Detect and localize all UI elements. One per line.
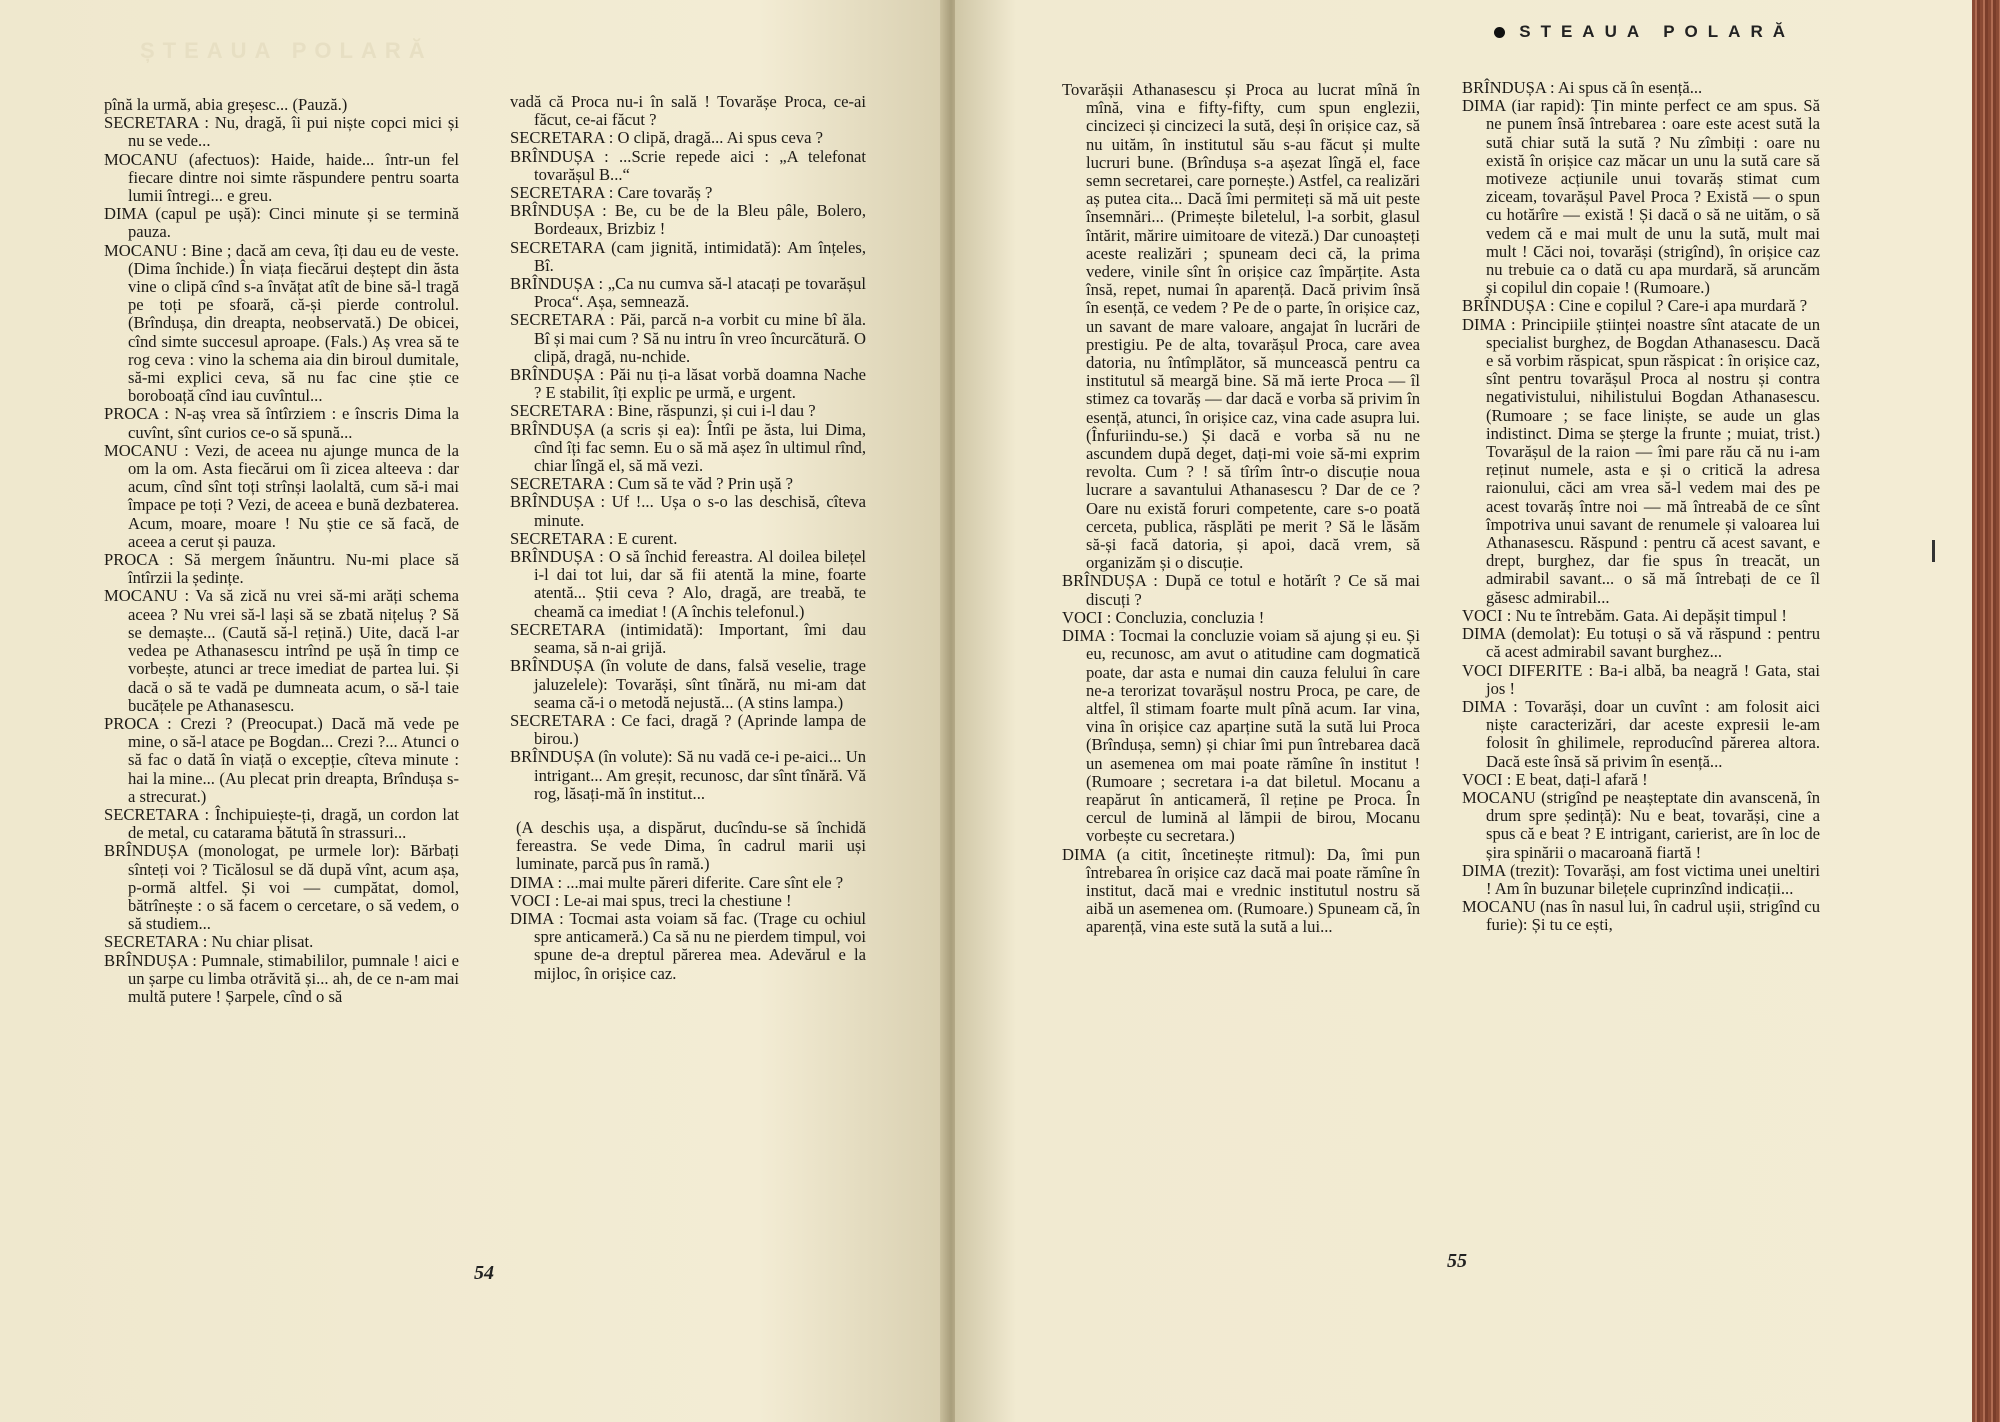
text-paragraph: SECRETARA : Ce faci, dragă ? (Aprinde lampa de birou.) — [510, 710, 866, 749]
text-paragraph: DIMA (a citit, încetinește ritmul): Da, îmi pun întrebarea în orișice caz dacă mai poate rămîne în institut, dacă mai e vrednic institutul nostru să aibă un asemenea om. (Rumoare.) Spuneam că, în aparență, vina este sută la sută a lui... — [1062, 844, 1420, 937]
text-paragraph: DIMA : Tocmai la concluzie voiam să ajung și eu. Și eu, recunosc, am avut o atitudine cam dogmatică poate, dar asta e numai din cauza felului în care ne-a terorizat tovarășul nostru Proca, pe care, de altfel, îl stimam foarte mult pînă acum. Iar vina, vina în orișice caz aparține sută la sută lui Proca (Brîndușa, semn) și chiar îmi pun întrebarea dacă un asemenea om mai poate rămîne în institut ! (Rumoare ; secretara i-a dat biletul. Mocanu a reapărut în anticameră, îl reține pe Proca. În cercul de lumină al lămpii de birou, Mocanu vorbește cu secretara.) — [1062, 626, 1420, 846]
text-paragraph: BRÎNDUȘA : O să închid fereastra. Al doilea bilețel i-l dai tot lui, dar să fii atentă la mine, foarte atentă... Știi ceva ? Alo, dragă, are treabă, te cheamă ca imediat ! (A închis telefonul.) — [510, 547, 866, 621]
text-paragraph: PROCA : Crezi ? (Preocupat.) Dacă mă vede pe mine, o să-l atace pe Bogdan... Crezi ?... Atunci o să fac o dată în viață o excepție, cîteva minute : hai la mine... (Au plecat prin dreapta, Brîndușa s-a strecurat.) — [104, 713, 459, 806]
text-paragraph: BRÎNDUȘA : Uf !... Ușa o s-o las deschisă, cîteva minute. — [510, 492, 866, 530]
text-paragraph: MOCANU (nas în nasul lui, în cadrul ușii, strigînd cu furie): Și tu ce ești, — [1462, 897, 1820, 935]
text-paragraph: BRÎNDUȘA (în volute de dans, falsă veselie, trage jaluzelele): Tovarăși, sînt tînără, nu mi-am dat seama că-i o metodă nejustă... (A stins lampa.) — [510, 656, 866, 712]
text-paragraph: VOCI : Le-ai mai spus, treci la chestiune ! — [510, 890, 792, 910]
left-column-2 — [510, 93, 866, 983]
text-paragraph: VOCI : Nu te întrebăm. Gata. Ai depășit timpul ! — [1462, 605, 1787, 625]
text-paragraph: Tovarășii Athanasescu și Proca au lucrat mînă în mînă, vina e fifty-fifty, cum spun englezii, cincizeci și cincizeci la sută, deși în orișice caz, să nu uităm, în institutul său s-au făcut și multe lucruri bune. (Brîndușa s-a așezat lîngă el, face semn secretarei, care pornește.) Astfel, ca realizări aș putea cita... Dacă îmi permiteți să mă uit peste însemnări... (Primește biletelul, l-a sorbit, glasul întărit, mărire uimitoare de viteză.) Dar cunoașteți aceste realizări ; spuneam deci că, la prima vedere, vinile sînt în orișice caz împărțite. Asta însă, repet, numai în aparență. Dacă privim însă în esență, ce vedem ? Pe de o parte, în orișice caz, un savant de mare valoare, angajat în lucrări de prestigiu. Pe de alta, tovarășul Proca, care avea datoria, nu întîmplător, să muncească pentru ca institutul să meargă bine. Să mă ierte Proca — îl stimez ca tovarăș — dar dacă e vorba să privim în esență, atunci, în orișice caz, vina cade asupra lui. (Înfuriindu-se.) Și dacă e vorba să nu ne ascundem după deget, dați-mi voie să-mi exprim revolta. Cum ? ! să tîrîm într-o discuție noua lucrare a savantului Athanasescu ? Dar de ce ? Oare nu există foruri competente, care s-o poată cerceta, publica, răsplăti pe merit ? Să le lăsăm să-și facă datoria, și apoi, dacă vrem, să organizăm și o discuție. — [1062, 80, 1420, 573]
text-paragraph: DIMA (demolat): Eu totuși o să vă răspund : pentru că acest admirabil savant burghez... — [1462, 624, 1820, 662]
text-paragraph: PROCA : N-aș vrea să întîrziem : e înscris Dima la cuvînt, sînt curios ce-o să spună... — [104, 404, 459, 442]
page-mark — [1932, 540, 1935, 562]
text-paragraph: vadă că Proca nu-i în sală ! Tovarășe Proca, ce-ai făcut, ce-ai făcut ? — [510, 92, 866, 130]
text-paragraph: BRÎNDUȘA : ...Scrie repede aici : „A telefonat tovarășul B...“ — [510, 146, 866, 184]
text-paragraph: DIMA (iar rapid): Țin minte perfect ce am spus. Să ne punem însă întrebarea : oare este acest sută la sută chiar sută la sută ? Nu zîmbiți : oare nu există în orișice caz măcar un unu la sută care să motiveze acțiunile unui tovarăș stimat cum ziceam, tovarășul Pavel Proca ? Există — o spun cu hotărîre — există ! Și dacă o să ne uităm, o să vedem că e mai mult de unu la sută, mult mai mult ! Căci noi, tovarăși (strigînd), în orișice caz nu trebuie ca o dată cu apa murdară, să aruncăm și copilul din copaie ! (Rumoare.) — [1462, 96, 1820, 298]
right-column-1 — [1062, 81, 1420, 937]
text-paragraph: DIMA (trezit): Tovarăși, am fost victima unei uneltiri ! Am în buzunar bilețele cuprinzînd indicații... — [1462, 860, 1820, 898]
page-number-left: 54 — [474, 1262, 494, 1284]
text-paragraph: PROCA : Să mergem înăuntru. Nu-mi place să întîrzii la ședințe. — [104, 550, 459, 588]
text-paragraph: DIMA : Tovarăși, doar un cuvînt : am folosit aici niște caracterizări, dar aceste expresii le-am folosit în ghilimele, reproducînd părerea altora. Dacă este însă să privim în esență... — [1462, 696, 1820, 771]
left-page — [0, 0, 948, 1422]
text-paragraph: BRÎNDUȘA (în volute): Să nu vadă ce-i pe-aici... Un intrigant... Am greșit, recunosc, dar sînt tînără. Vă rog, lăsați-mă în institut... — [510, 747, 866, 803]
text-paragraph: BRÎNDUȘA : „Ca nu cumva să-l atacați pe tovarășul Proca“. Așa, semnează. — [510, 274, 866, 312]
text-paragraph: BRÎNDUȘA : După ce totul e hotărît ? Ce să mai discuți ? — [1062, 571, 1420, 609]
text-paragraph: BRÎNDUȘA : Pumnale, stimabililor, pumnale ! aici e un șarpe cu limba otrăvită și... ah, de ce n-am mai multă putere ! Șarpele, cînd o să — [104, 950, 459, 1006]
text-paragraph: pînă la urmă, abia greșesc... (Pauză.) — [104, 95, 348, 114]
text-paragraph: MOCANU (strigînd pe neașteptate din avanscenă, în drum spre ședință): Nu e beat, tovarăși, cine a spus că e beat ? E intrigant, carierist, are în loc de șira spinării o macaroană fiartă ! — [1462, 787, 1820, 862]
text-paragraph: SECRETARA : Nu chiar plisat. — [104, 932, 314, 952]
text-paragraph: MOCANU : Bine ; dacă am ceva, îți dau eu de veste. (Dima închide.) În viața fiecărui deștept din ăsta vine o clipă cînd s-a învățat atît de bine să-l tragă pe toți pe sfoară, că-și pierde controlul. (Brîndușa, din dreapta, neobservată.) De obicei, cînd simte succesul aproape. (Fals.) Aș vrea să te rog ceva : vino la schema aia din biroul dumitale, să-mi explici ceva, să nu fac cine știe ce boroboață cînd iau cuvîntul... — [104, 240, 459, 406]
text-paragraph: SECRETARA : O clipă, dragă... Ai spus ceva ? — [510, 128, 823, 148]
text-paragraph: MOCANU : Vezi, de aceea nu ajunge munca de la om la om. Asta fiecărui om îi zicea alteeva : dar acum, cînd sînt toți strînși laolaltă, cum să-i mai împace pe toți ? Vezi, de aceea e bună dezbaterea. Acum, moare, moare ! Nu știe ce să facă, de aceea a cerut și pauza. — [104, 440, 459, 551]
text-paragraph: BRÎNDUȘA : Ai spus că în esență... — [1462, 78, 1703, 97]
right-page — [955, 0, 1975, 1422]
text-paragraph: SECRETARA : Păi, parcă n-a vorbit cu mine bî ăla. Bî și mai cum ? Să nu intru în vreo încurcătură. O clipă, dragă, nu-nchide. — [510, 310, 866, 366]
page-edges — [1972, 0, 2000, 1422]
running-header — [1494, 22, 1795, 42]
text-paragraph: DIMA : ...mai multe păreri diferite. Care sînt ele ? — [510, 872, 844, 892]
bullet-icon — [1494, 27, 1505, 38]
text-paragraph: BRÎNDUȘA (monologat, pe urmele lor): Bărbați sînteți voi ? Ticălosul se dă după vînt, acum așa, p-ormă altfel. Și voi — cumpătat, domol, bătrînește : o să facem o cercetare, o să vedem, o să studiem... — [104, 841, 459, 934]
text-paragraph: DIMA (capul pe ușă): Cinci minute și se termină pauza. — [104, 204, 459, 242]
text-paragraph: VOCI DIFERITE : Ba-i albă, ba neagră ! Gata, stai jos ! — [1462, 660, 1820, 698]
page-number-right: 55 — [1447, 1250, 1467, 1272]
text-paragraph: BRÎNDUȘA : Cine e copilul ? Care-i apa murdară ? — [1462, 296, 1808, 316]
text-paragraph: BRÎNDUȘA : Păi nu ți-a lăsat vorbă doamna Nache ? E stabilit, îți explic pe urmă, e urgent. — [510, 365, 866, 403]
right-column-2 — [1462, 79, 1820, 935]
text-paragraph: SECRETARA : Nu, dragă, îi pui niște copci mici și nu se vede... — [104, 113, 459, 151]
text-paragraph: DIMA : Tocmai asta voiam să fac. (Trage cu ochiul spre anticameră.) Ca să nu ne pierdem timpul, voi spune de-a dreptul părerea mea. Adevărul e la mijloc, în orișice caz. — [510, 908, 866, 983]
text-paragraph: SECRETARA : Cum să te văd ? Prin ușă ? — [510, 474, 794, 494]
ghost-header: ȘTEAUA POLARĂ — [140, 38, 433, 63]
text-paragraph: SECRETARA (cam jignită, intimidată): Am înțeles, Bî. — [510, 237, 866, 275]
text-paragraph: (A deschis ușa, a dispărut, ducîndu-se să închidă fereastra. Se vede Dima, în cadrul marii uși luminate, parcă pus în ramă.) — [516, 817, 866, 874]
text-paragraph: MOCANU : Va să zică nu vrei să-mi arăți schema aceea ? Nu vrei să-l lași să se zbată nițeluș ? Să se demaște... (Caută să-l rețină.) Uite, dacă l-ar vedea pe Athanasescu intrînd pe ușă în timp ce vorbește, atunci ar trece imediat de partea lui. Și dacă o să te vadă pe dumneata acum, o să-l taie bucățele pe Athanasescu. — [104, 586, 459, 715]
text-paragraph: SECRETARA : E curent. — [510, 528, 678, 548]
text-paragraph: BRÎNDUȘA : Be, cu be de la Bleu pâle, Bolero, Bordeaux, Brizbiz ! — [510, 201, 866, 239]
text-paragraph: DIMA : Principiile științei noastre sînt atacate de un specialist burghez, de Bogdan Athanasescu. Dacă e să vorbim răspicat, spun răspicat : în orișice caz, sînt pentru tovarășul Proca al nostru și contra negativistului, nihilistului Bogdan Athanasescu. (Rumoare ; se face liniște, se aude un glas indistinct. Dima se șterge la frunte ; muiat, trist.) Tovarășul de la raion — îmi pare rău că nu i-am reținut numele, asta e și o critică la adresa raionului, căci am vrea să-l vedem mai des pe acest tovarăș între noi — mă întreabă de ce sînt împotriva unui savant de renumele și valoarea lui Athanasescu. Răspund : pentru că acest savant, e drept, burghez, dar fie spus în treacăt, un admirabil savant... o să mă întrebați de ce îl găsesc admirabil... — [1462, 314, 1820, 607]
text-paragraph: VOCI : Concluzia, concluzia ! — [1062, 607, 1265, 627]
text-paragraph: SECRETARA : Care tovarăș ? — [510, 183, 713, 203]
text-paragraph: SECRETARA (intimidată): Important, îmi dau seama, să n-ai grijă. — [510, 619, 866, 658]
text-paragraph: VOCI : E beat, dați-l afară ! — [1462, 769, 1648, 789]
left-column-1 — [104, 96, 459, 1006]
text-paragraph: BRÎNDUȘA (a scris și ea): Întîi pe ăsta, lui Dima, cînd îți fac semn. Eu o să mă așez în ultimul rînd, chiar lîngă el, să mă vezi. — [510, 419, 866, 476]
text-paragraph: SECRETARA : Închipuiește-ți, dragă, un cordon lat de metal, cu catarama bătută în strassuri... — [104, 804, 459, 843]
text-paragraph: SECRETARA : Bine, răspunzi, și cui i-l dau ? — [510, 401, 816, 421]
running-header-text: STEAUA POLARĂ — [1519, 22, 1795, 41]
text-paragraph: MOCANU (afectuos): Haide, haide... într-un fel fiecare dintre noi simte răspundere pentru soarta lumii întregi... e greu. — [104, 149, 459, 206]
